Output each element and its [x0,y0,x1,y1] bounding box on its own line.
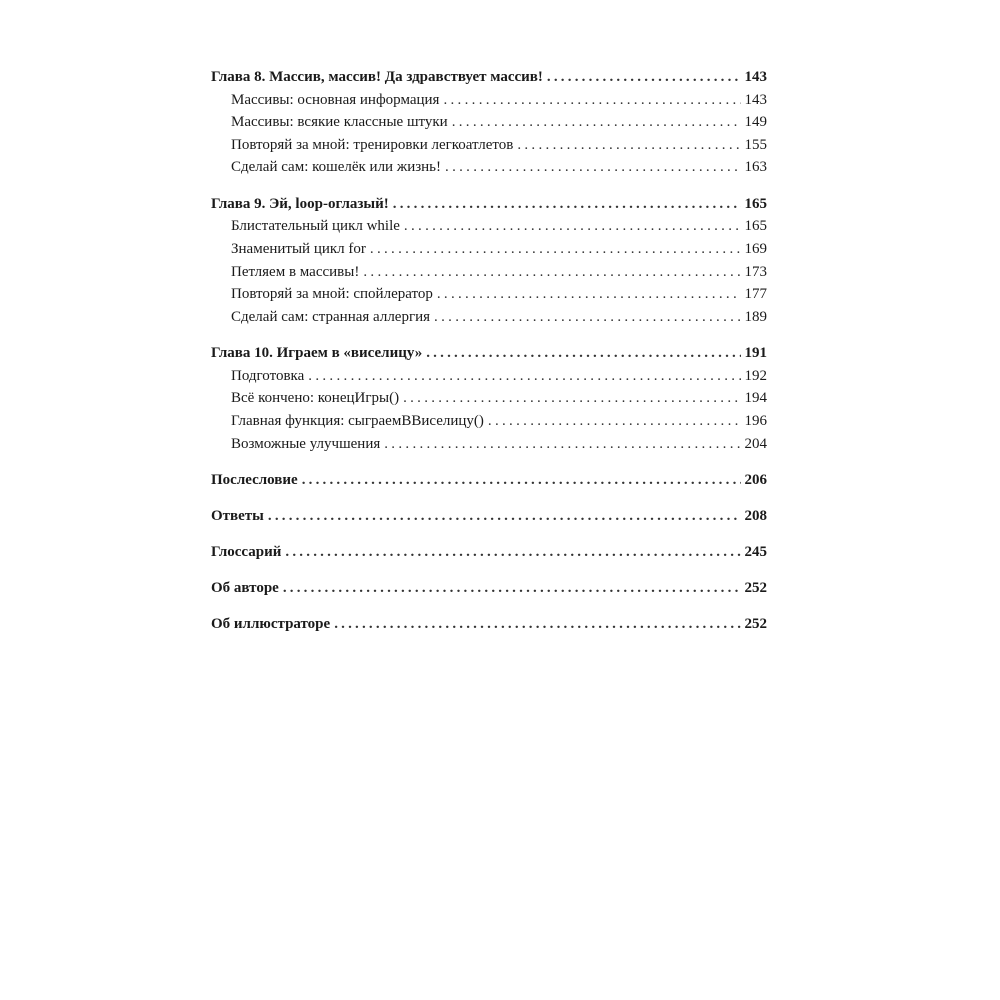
chapter-8 [211,66,767,179]
page-number: 194 [744,390,767,407]
leader-dots [445,156,740,179]
leader-dots [363,261,740,284]
section-title: Об иллюстраторе [211,616,331,633]
toc-entry [211,410,767,433]
page-number: 252 [744,616,767,633]
page-number: 245 [744,544,767,561]
toc-entry [211,261,767,284]
leader-dots [302,469,741,492]
section-heading [211,577,767,600]
entry-title: Массивы: всякие классные штуки [231,114,448,131]
page-number: 206 [744,472,767,489]
entry-title: Всё кончено: конецИгры() [231,390,400,407]
toc-entry [211,156,767,179]
page-number: 204 [744,435,767,452]
leader-dots [370,238,741,261]
entry-title: Петляем в массивы! [231,263,360,280]
toc-entry [211,111,767,134]
chapter-title: Глава 9. Эй, loop-оглазый! [211,195,389,212]
entry-title: Блистательный цикл while [231,218,400,235]
chapter-9 [211,193,767,328]
chapter-heading [211,193,767,216]
leader-dots [426,342,740,365]
entry-title: Сделай сам: странная аллергия [231,308,431,325]
section-heading [211,541,767,564]
page-number: 149 [744,114,767,131]
leader-dots [434,306,740,329]
leader-dots [334,613,740,636]
section-heading [211,613,767,636]
chapter-title: Глава 10. Играем в «виселицу» [211,345,423,362]
page-number: 191 [744,345,767,362]
toc-entry [211,238,767,261]
entry-title: Повторяй за мной: спойлератор [231,286,433,303]
entry-title: Повторяй за мной: тренировки легкоатлетов [231,136,514,153]
page-number: 173 [744,263,767,280]
section-about-author [211,577,767,600]
page-number: 196 [744,413,767,430]
leader-dots [403,387,740,410]
toc-entry [211,283,767,306]
section-title: Глоссарий [211,544,282,561]
page-number: 143 [744,91,767,108]
toc-entry [211,433,767,456]
leader-dots [443,89,740,112]
entry-title: Знаменитый цикл for [231,240,366,257]
page-number: 169 [744,240,767,257]
leader-dots [285,541,740,564]
leader-dots [268,505,741,528]
leader-dots [384,433,740,456]
page-number: 165 [744,218,767,235]
chapter-10 [211,342,767,455]
leader-dots [308,365,740,388]
page-number: 165 [744,195,767,212]
page-number: 189 [744,308,767,325]
section-title: Об авторе [211,580,279,597]
section-heading [211,505,767,528]
chapter-title: Глава 8. Массив, массив! Да здравствует массив! [211,69,543,85]
page-number: 252 [744,580,767,597]
toc-entry [211,365,767,388]
section-answers [211,505,767,528]
leader-dots [452,111,741,134]
page-number: 163 [744,159,767,176]
leader-dots [437,283,741,306]
entry-title: Сделай сам: кошелёк или жизнь! [231,159,442,176]
page-number: 177 [744,286,767,303]
leader-dots [283,577,741,600]
leader-dots [393,193,741,216]
section-about-illustrator [211,613,767,636]
entry-title: Главная функция: сыграемВВиселицу() [231,413,484,430]
toc-entry [211,89,767,112]
section-afterword [211,469,767,492]
section-heading [211,469,767,492]
section-glossary [211,541,767,564]
chapter-heading [211,342,767,365]
toc-entry [211,215,767,238]
leader-dots [404,215,741,238]
toc-entry [211,387,767,410]
leader-dots [547,66,741,89]
entry-title: Возможные улучшения [231,435,381,452]
toc-entry [211,134,767,157]
page-number: 155 [744,136,767,153]
section-title: Ответы [211,508,264,525]
leader-dots [488,410,741,433]
page-number: 143 [744,69,767,85]
page-number: 208 [744,508,767,525]
chapter-heading [211,66,767,89]
entry-title: Подготовка [231,367,305,384]
entry-title: Массивы: основная информация [231,91,440,108]
toc-entry [211,306,767,329]
leader-dots [517,134,740,157]
page-number: 192 [744,367,767,384]
table-of-contents [211,66,767,649]
section-title: Послесловие [211,472,298,489]
